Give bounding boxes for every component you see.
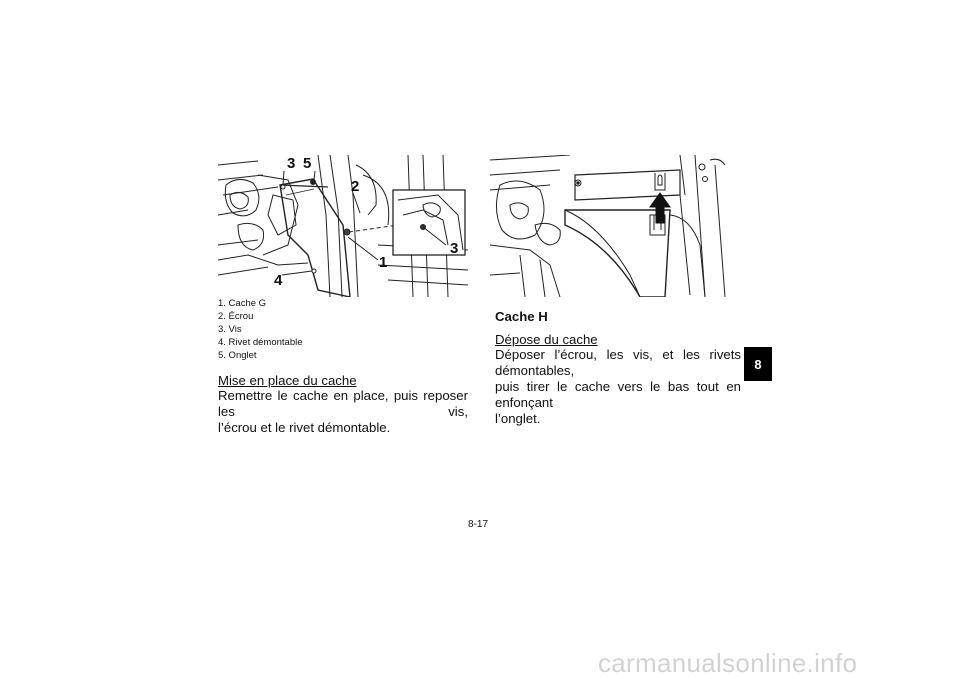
- callout-2: 2: [351, 178, 360, 195]
- page-number: 8-17: [468, 519, 489, 530]
- removal-paragraph: [495, 347, 741, 427]
- paragraph-line: Déposer l’écrou, les vis, et les rivets démontables,: [495, 347, 741, 378]
- paragraph-line: l’écrou et le rivet démontable.: [218, 420, 391, 435]
- paragraph-line: l’onglet.: [495, 411, 541, 426]
- section-heading-removal: Dépose du cache: [495, 332, 598, 347]
- section-heading-install: Mise en place du cache: [218, 373, 357, 388]
- paragraph-line: puis tirer le cache vers le bas tout en enfonçant: [495, 379, 741, 410]
- cover-h-drawing: [490, 155, 740, 297]
- install-paragraph: [218, 388, 468, 436]
- cover-h-illustration: [490, 155, 740, 297]
- chapter-tab: 8: [744, 347, 772, 381]
- section-title-cache-h: Cache H: [495, 309, 548, 324]
- callout-3-inset: 3: [450, 240, 459, 257]
- callout-4: 4: [274, 272, 283, 289]
- callout-1: 1: [379, 254, 388, 271]
- callout-5: 5: [303, 155, 312, 172]
- legend-item: 1. Cache G: [218, 298, 267, 309]
- figure-legend: [218, 297, 303, 362]
- callout-3-top: 3: [287, 155, 296, 172]
- legend-item: 5. Onglet: [218, 350, 257, 361]
- legend-item: 3. Vis: [218, 324, 242, 335]
- legend-item: 4. Rivet démontable: [218, 337, 303, 348]
- watermark-text: carmanualsonline.info: [598, 648, 858, 678]
- cover-g-drawing: [218, 155, 468, 297]
- legend-item: 2. Écrou: [218, 311, 254, 322]
- paragraph-line: Remettre le cache en place, puis reposer les vis,: [218, 388, 468, 419]
- cover-g-illustration: [218, 155, 468, 297]
